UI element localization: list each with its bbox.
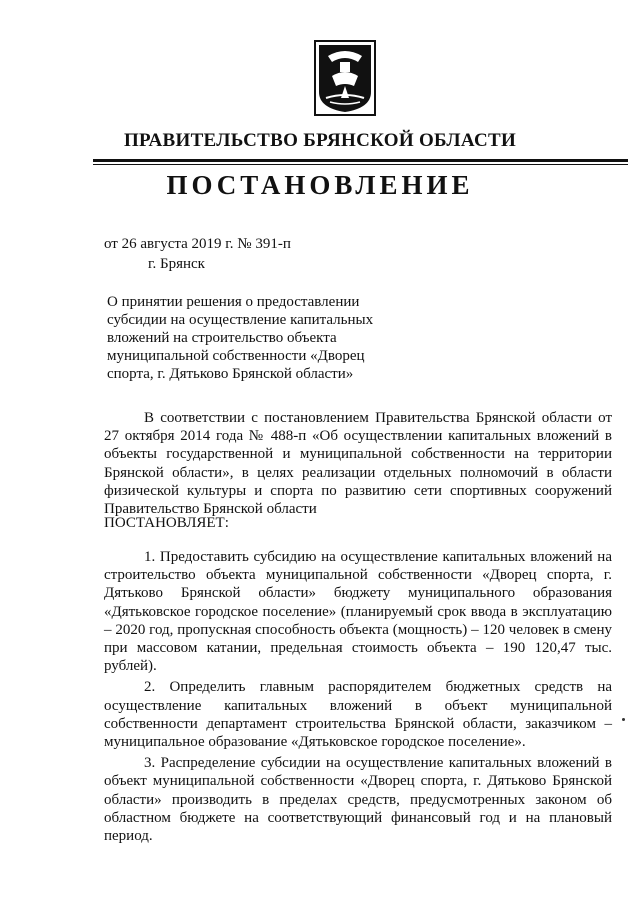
- scan-speck: [622, 718, 625, 721]
- decree-items: [104, 548, 612, 848]
- issuing-authority: ПРАВИТЕЛЬСТВО БРЯНСКОЙ ОБЛАСТИ: [123, 130, 517, 151]
- decree-item: 2. Определить главным распорядителем бюджетных средств на осуществление капитальных вложений в объект муниципальной собственности департамент строительства Брянской области, заказчиком – муниципальное образование «Дятьковское городское поселение».: [104, 679, 612, 751]
- preamble-text: В соответствии с постановлением Правительства Брянской области от 27 октября 2014 года № 488-п «Об осуществлении капитальных вложений в объекты государственной и муниципальной собственности на территории Брянской области», в целях реализации отдельных полномочий в области физической культуры и спорта по развитию сети спортивных сооружений Правительство Брянской области: [104, 410, 612, 518]
- decree-item: 3. Распределение субсидии на осуществление капитальных вложений в объект муниципальной собственности «Дворец спорта, г. Дятьково Брянской области» производить в пределах средств, предусмотренных законом об областном бюджете на соответствующий финансовый год и на плановый период.: [104, 755, 612, 845]
- date-number-line: от 26 августа 2019 г. № 391-п: [104, 236, 291, 252]
- city-line: г. Брянск: [148, 256, 205, 272]
- subject-line: муниципальной собственности «Дворец: [107, 348, 365, 364]
- subject-line: субсидии на осуществление капитальных: [107, 312, 374, 328]
- subject-line: вложений на строительство объекта: [107, 330, 337, 346]
- preamble-paragraph: [104, 409, 612, 518]
- decree-word: ПОСТАНОВЛЯЕТ:: [104, 515, 229, 531]
- decree-item: 1. Предоставить субсидию на осуществление капитальных вложений на строительство объекта муниципальной собственности «Дворец спорта, г. Дятьково Брянской области» бюджету муниципального образования «Дятьковское городское поселение» (планируемый срок ввода в эксплуатацию – 2020 год, пропускная способность объекта (мощность) – 120 человек в смену при массовом катании, предельная стоимость объекта – 190 120,47 тыс. рублей).: [104, 549, 612, 675]
- coat-of-arms-icon: [314, 40, 376, 116]
- subject-block: [107, 293, 375, 383]
- document-type-title: ПОСТАНОВЛЕНИЕ: [166, 170, 474, 200]
- header-rule-thick: [93, 159, 628, 162]
- header-rule-thin: [93, 164, 628, 165]
- subject-line: О принятии решения о предоставлении: [107, 294, 360, 310]
- subject-line: спорта, г. Дятьково Брянской области»: [107, 366, 354, 382]
